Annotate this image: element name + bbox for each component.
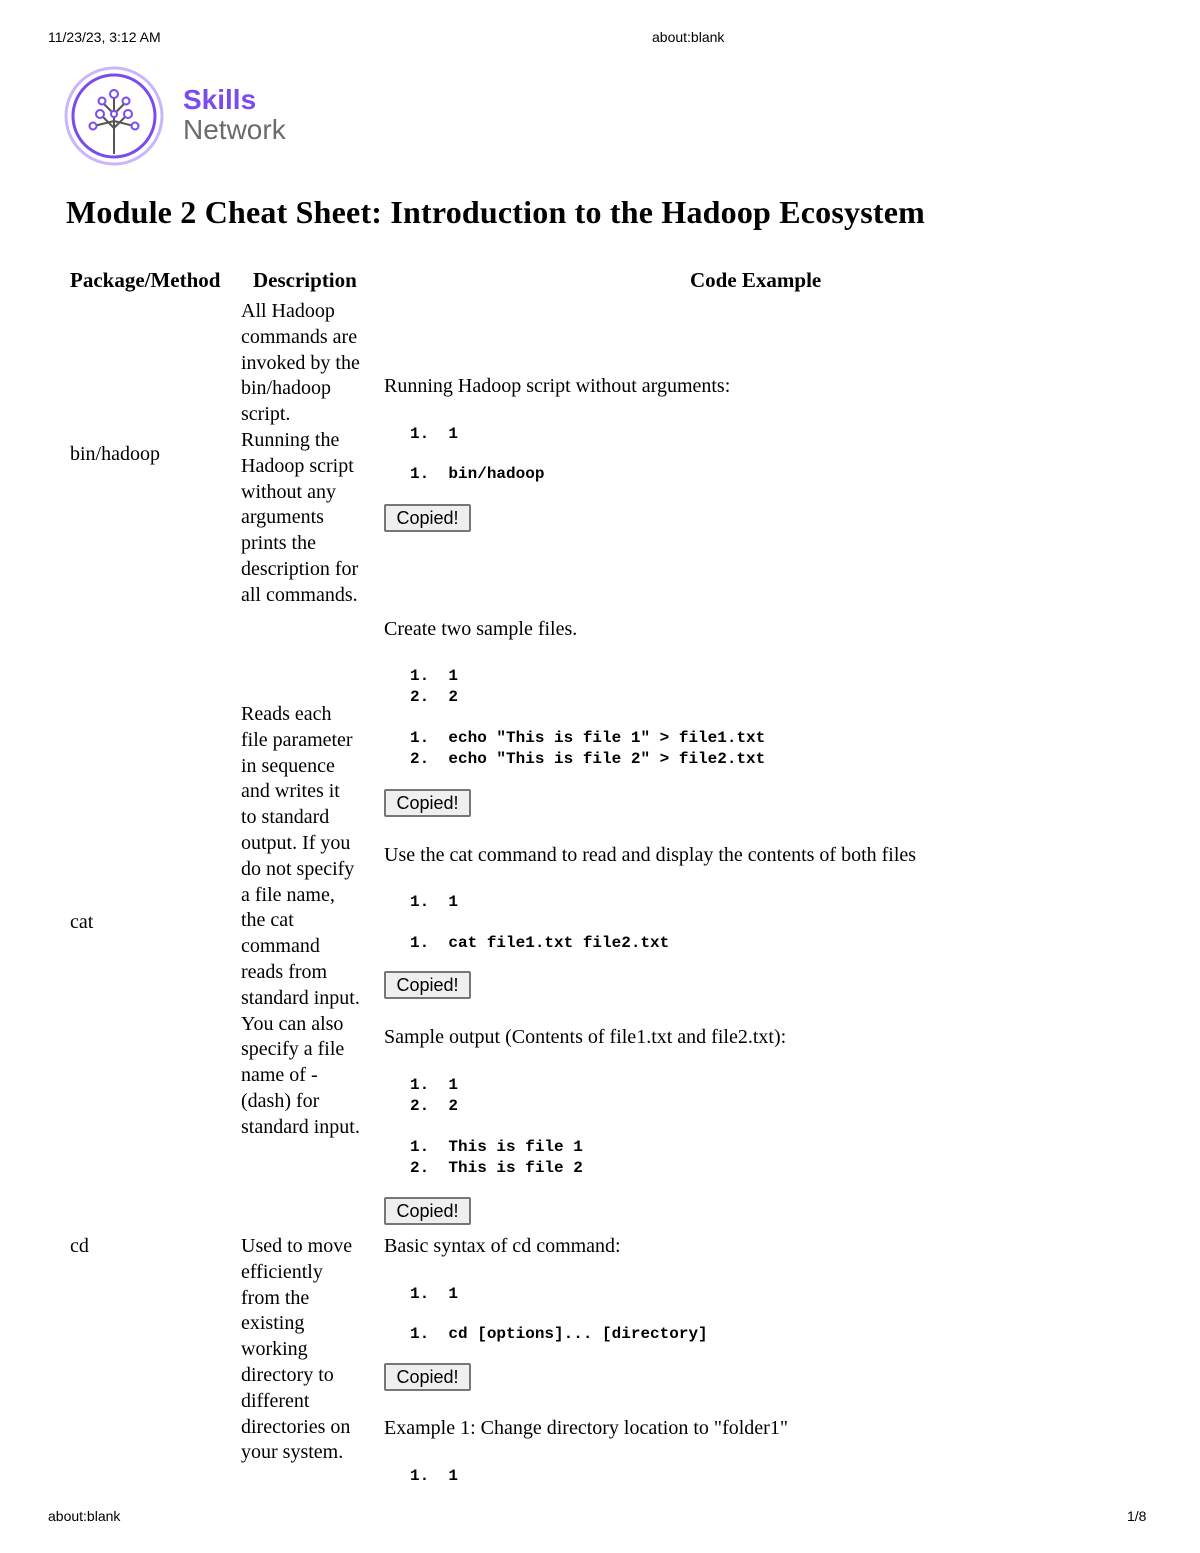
- example-text: Basic syntax of cd command:: [384, 1235, 621, 1257]
- example-text: Use the cat command to read and display the contents of both files: [384, 844, 917, 866]
- code-line-numbers: 1. 1: [410, 425, 459, 443]
- column-header-package: Package/Method: [70, 268, 221, 292]
- copy-button[interactable]: Copied!: [384, 504, 471, 532]
- code-line-numbers: 1. 1: [410, 1285, 459, 1303]
- example-text: Sample output (Contents of file1.txt and file2.txt):: [384, 1026, 787, 1048]
- row-description-cat: Reads each file parameter in sequence and writes it to standard output. If you do not specify a file name, the cat command reads from standard input. You can also specify a file name of - (dash) for standard input.: [241, 703, 360, 1138]
- print-footer-url: about:blank: [48, 1508, 121, 1524]
- code-block: 1. cd [options]... [directory]: [410, 1325, 708, 1343]
- example-text: Create two sample files.: [384, 618, 578, 640]
- row-description-cd: Used to move efficiently from the existing working directory to different directories on your system.: [241, 1235, 353, 1464]
- page-title: Module 2 Cheat Sheet: Introduction to the Hadoop Ecosystem: [66, 194, 926, 230]
- code-line-numbers: 1. 1 2. 2: [410, 1076, 459, 1115]
- copy-button[interactable]: Copied!: [384, 789, 471, 817]
- row-package-cd: cd: [70, 1235, 89, 1257]
- copy-button[interactable]: Copied!: [384, 1363, 471, 1391]
- copy-button[interactable]: Copied!: [384, 1197, 471, 1225]
- code-line-numbers: 1. 1: [410, 893, 459, 911]
- code-line-numbers: 1. 1: [410, 1467, 459, 1485]
- example-text: Example 1: Change directory location to "folder1": [384, 1417, 788, 1439]
- logo-network-text: Network: [183, 114, 286, 145]
- column-header-code-example: Code Example: [690, 268, 822, 292]
- row-description-bin-hadoop: All Hadoop commands are invoked by the bin/hadoop script. Running the Hadoop script without any arguments prints the description for all commands.: [241, 300, 360, 606]
- code-block: 1. echo "This is file 1" > file1.txt 2. echo "This is file 2" > file2.txt: [410, 729, 766, 768]
- row-package-bin-hadoop: bin/hadoop: [70, 443, 160, 465]
- code-block: 1. bin/hadoop: [410, 465, 545, 483]
- copy-button[interactable]: Copied!: [384, 971, 471, 999]
- code-block: 1. This is file 1 2. This is file 2: [410, 1138, 583, 1177]
- print-page-title: about:blank: [652, 29, 725, 45]
- column-header-description: Description: [253, 268, 357, 292]
- example-text: Running Hadoop script without arguments:: [384, 375, 731, 397]
- logo-skills-text: Skills: [183, 84, 257, 115]
- tree-network-icon: [64, 66, 164, 166]
- row-package-cat: cat: [70, 911, 94, 933]
- print-page-number: 1/8: [1127, 1508, 1147, 1524]
- print-timestamp: 11/23/23, 3:12 AM: [48, 29, 161, 45]
- code-line-numbers: 1. 1 2. 2: [410, 667, 459, 706]
- code-block: 1. cat file1.txt file2.txt: [410, 934, 670, 952]
